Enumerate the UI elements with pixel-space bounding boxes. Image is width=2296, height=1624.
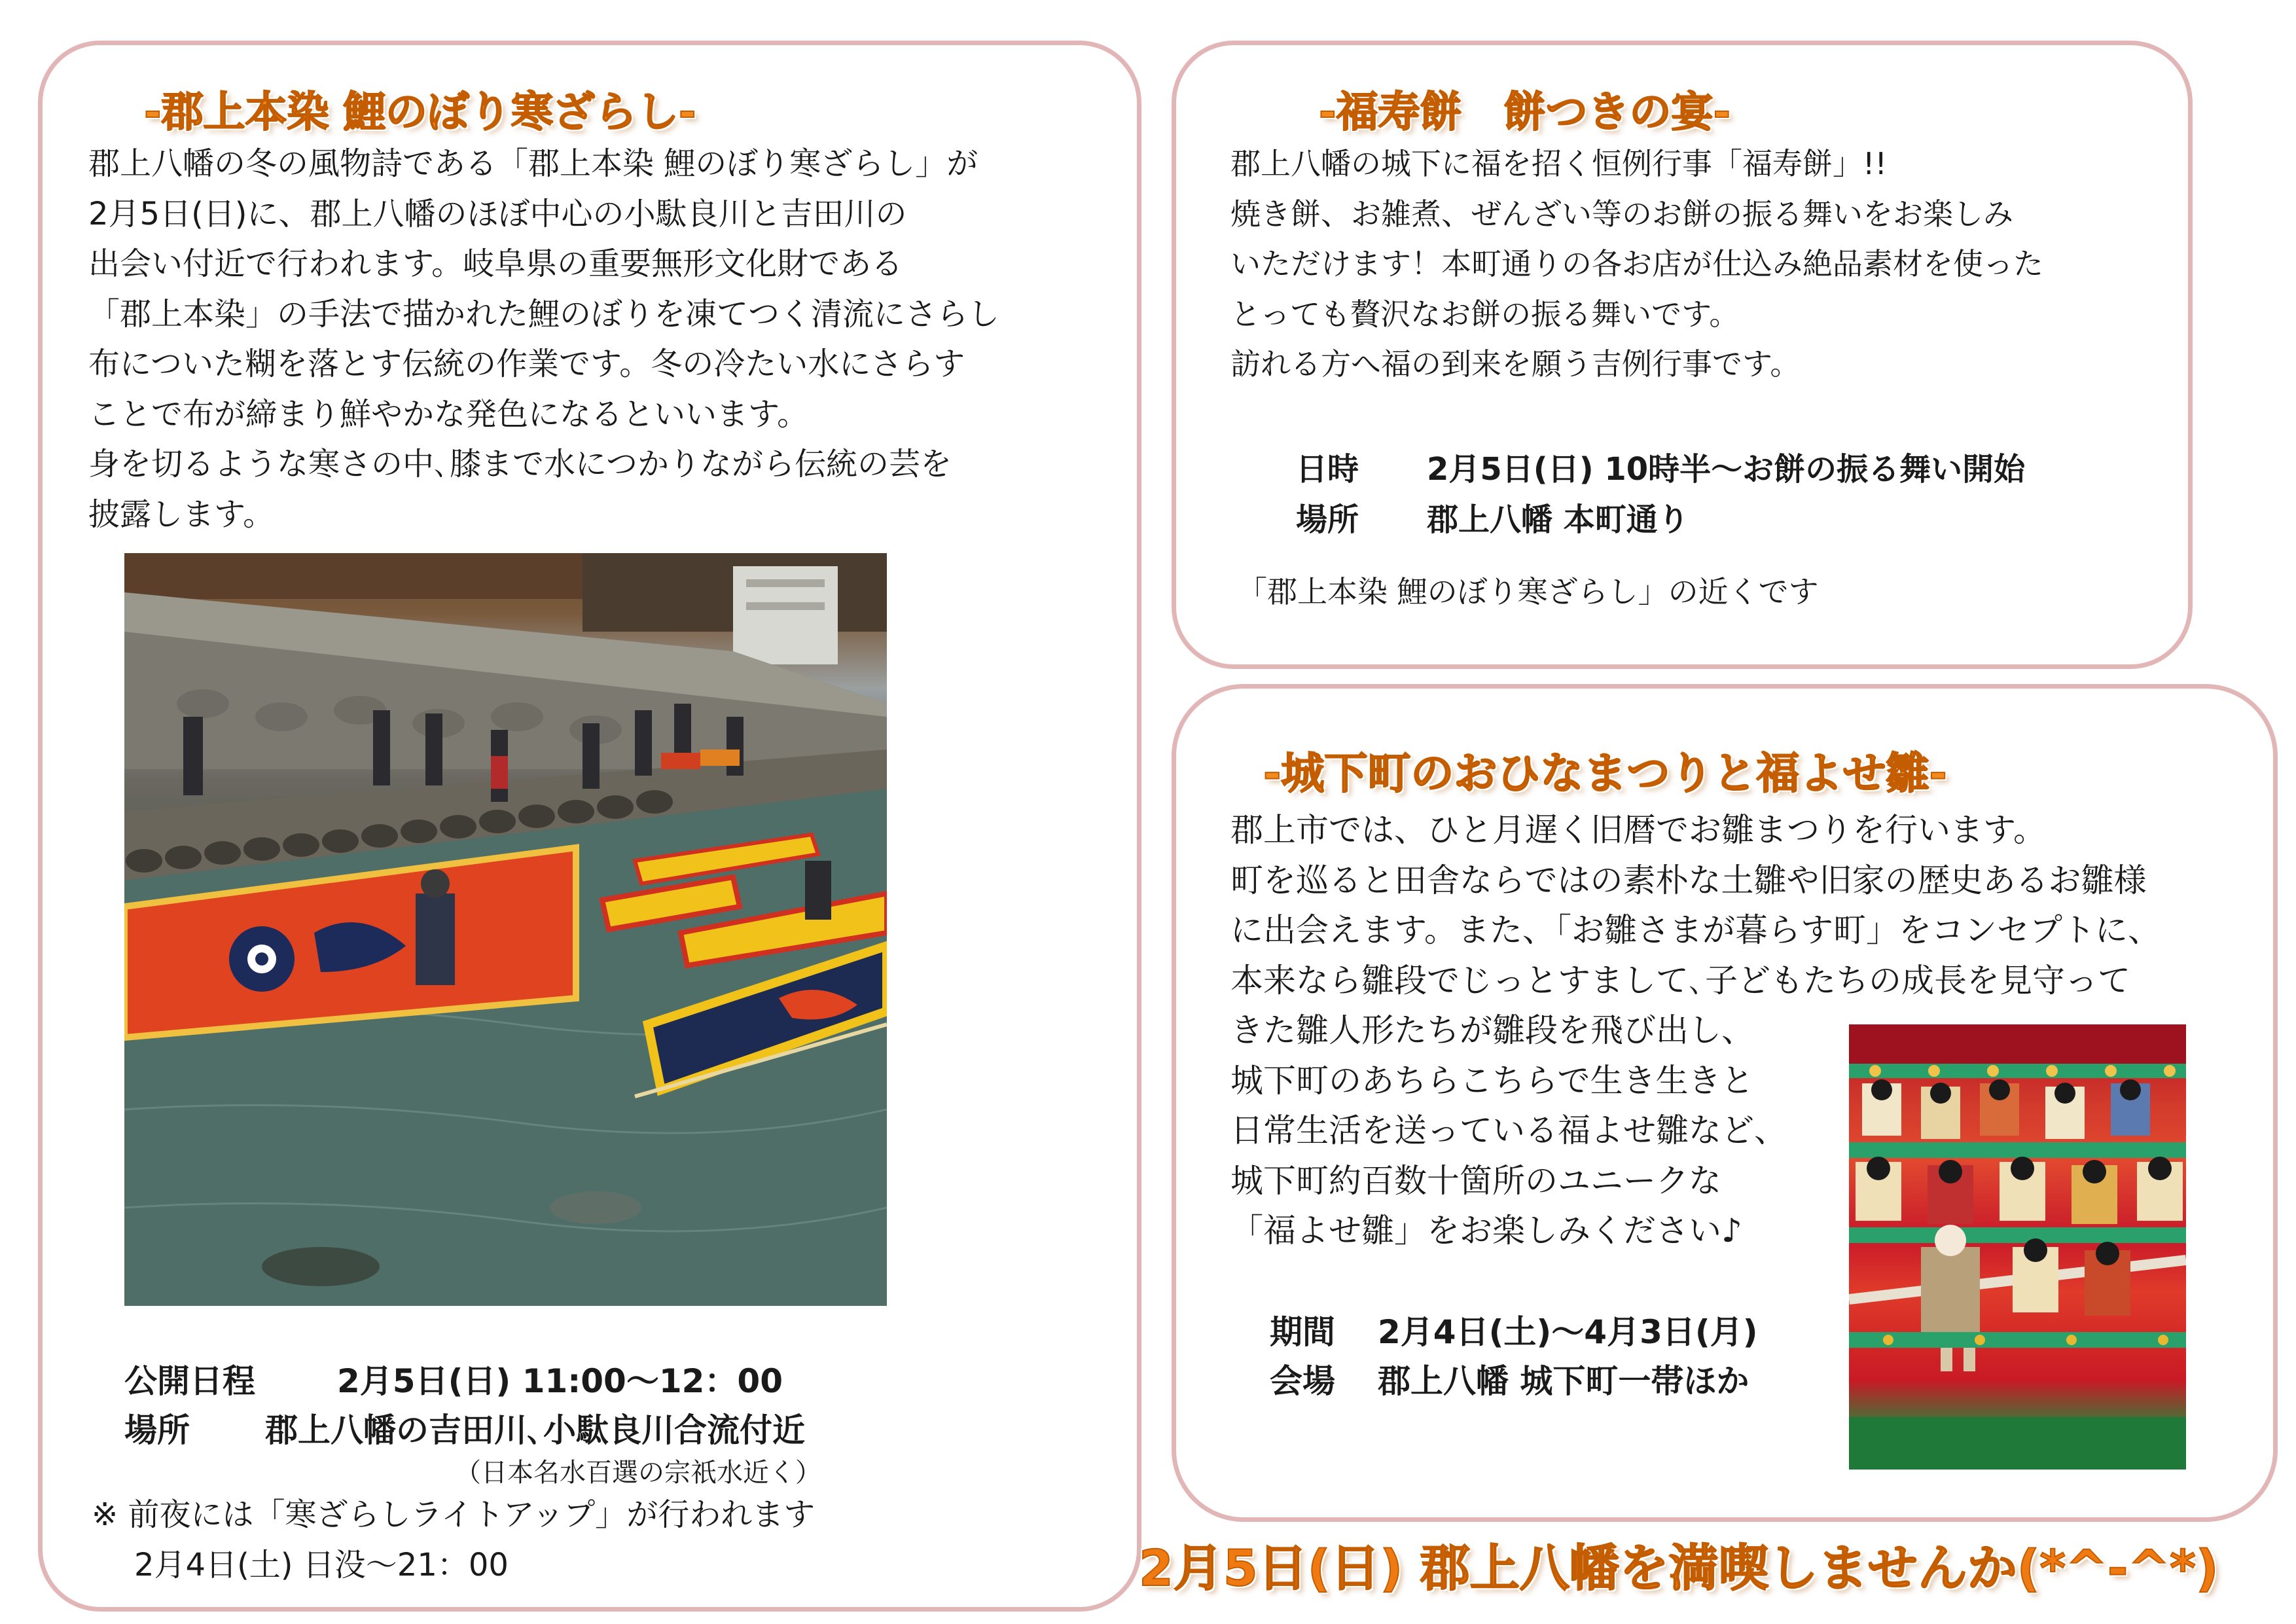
fukujumochi-body	[1230, 139, 2043, 389]
body-line: 披露します。	[88, 496, 275, 533]
body-line: 本来なら雛段でじっとすまして､子どもたちの成長を見守って	[1230, 961, 2130, 1000]
body-line: に出会えます。また、「お雛さまが暮らす町」をコンセプトに、	[1230, 911, 2161, 949]
koinobori-river-photo	[124, 553, 887, 1306]
koinobori-place-note: （日本名水百選の宗祇水近く）	[455, 1458, 821, 1488]
body-line: とっても贅沢なお餅の振る舞いです。	[1230, 296, 1740, 332]
fukujumochi-date-label: 日時	[1296, 451, 1359, 488]
fukujumochi-title: -福寿餅 餅つきの宴-	[1319, 88, 1731, 137]
koinobori-place-value: 郡上八幡の吉田川､小駄良川合流付近	[265, 1411, 805, 1449]
body-line: 郡上市では、ひと月遅く旧暦でお雛まつりを行います。	[1230, 811, 2046, 849]
body-line: 「福よせ雛」をお楽しみください♪	[1230, 1212, 1742, 1250]
koinobori-title: -郡上本染 鯉のぼり寒ざらし-	[144, 88, 696, 137]
koinobori-place-label: 場所	[124, 1411, 190, 1449]
ohinamatsuri-venue-label: 会場	[1270, 1362, 1335, 1400]
fukujumochi-place-value: 郡上八幡 本町通り	[1427, 501, 1689, 538]
fukujumochi-near-note: 「郡上本染 鯉のぼり寒ざらし」の近くです	[1237, 574, 1819, 609]
lightup-time: 2月4日(土) 日没～21：00	[134, 1547, 509, 1583]
body-line: 郡上八幡の冬の風物詩である「郡上本染 鯉のぼり寒ざらし」が	[88, 145, 978, 182]
body-line: きた雛人形たちが雛段を飛び出し、	[1230, 1011, 1754, 1049]
ohinamatsuri-title: -城下町のおひなまつりと福よせ雛-	[1263, 748, 1947, 799]
fukujumochi-date-value: 2月5日(日) 10時半～お餅の振る舞い開始	[1427, 451, 2026, 488]
body-line: 2月5日(日)に、郡上八幡のほぼ中心の小駄良川と吉田川の	[88, 195, 907, 232]
body-line: 日常生活を送っている福よせ雛など、	[1230, 1111, 1787, 1149]
koinobori-schedule-label: 公開日程	[124, 1362, 255, 1400]
ohinamatsuri-period-value: 2月4日(土)～4月3日(月)	[1378, 1313, 1758, 1351]
river-scene-illustration	[124, 553, 887, 1306]
body-line: 布についた糊を落とす伝統の作業です。冬の冷たい水にさらす	[88, 346, 965, 382]
ohinamatsuri-body-full	[1230, 805, 2161, 1005]
body-line: 焼き餅、お雑煮、ぜんざい等のお餅の振る舞いをお楽しみ	[1230, 196, 2013, 232]
body-line: 身を切るような寒さの中､膝まで水につかりながら伝統の芸を	[88, 446, 952, 482]
body-line: 郡上八幡の城下に福を招く恒例行事「福寿餅」!!	[1230, 146, 1887, 181]
body-line: 城下町のあちらこちらで生き生きと	[1230, 1061, 1754, 1100]
body-line: 訪れる方へ福の到来を願う吉例行事です。	[1230, 346, 1801, 382]
ohinamatsuri-body-short	[1230, 1005, 1787, 1256]
body-line: いただけます！本町通りの各お店が仕込み絶品素材を使った	[1230, 246, 2043, 281]
hina-dolls-illustration	[1849, 1024, 2186, 1470]
fukujumochi-place-label: 場所	[1296, 501, 1359, 538]
body-line: ことで布が締まり鮮やかな発色になるといいます。	[88, 395, 809, 433]
ohinamatsuri-period-label: 期間	[1270, 1313, 1335, 1351]
footer-slogan: 2月5日(日) 郡上八幡を満喫しませんか(*^-^*)	[1139, 1539, 2219, 1597]
body-line: 町を巡ると田舎ならではの素朴な土雛や旧家の歴史あるお雛様	[1230, 861, 2147, 899]
koinobori-schedule-value: 2月5日(日) 11:00～12：00	[337, 1362, 783, 1400]
lightup-note: ※ 前夜には「寒ざらしライトアップ」が行われます	[92, 1496, 816, 1533]
koinobori-body	[88, 139, 999, 539]
body-line: 出会い付近で行われます。岐阜県の重要無形文化財である	[88, 245, 903, 282]
ohinamatsuri-venue-value: 郡上八幡 城下町一帯ほか	[1378, 1362, 1749, 1400]
body-line: 「郡上本染」の手法で描かれた鯉のぼりを凍てつく清流にさらし	[88, 295, 1000, 333]
hina-dolls-photo	[1849, 1024, 2186, 1470]
body-line: 城下町約百数十箇所のユニークな	[1230, 1161, 1721, 1200]
